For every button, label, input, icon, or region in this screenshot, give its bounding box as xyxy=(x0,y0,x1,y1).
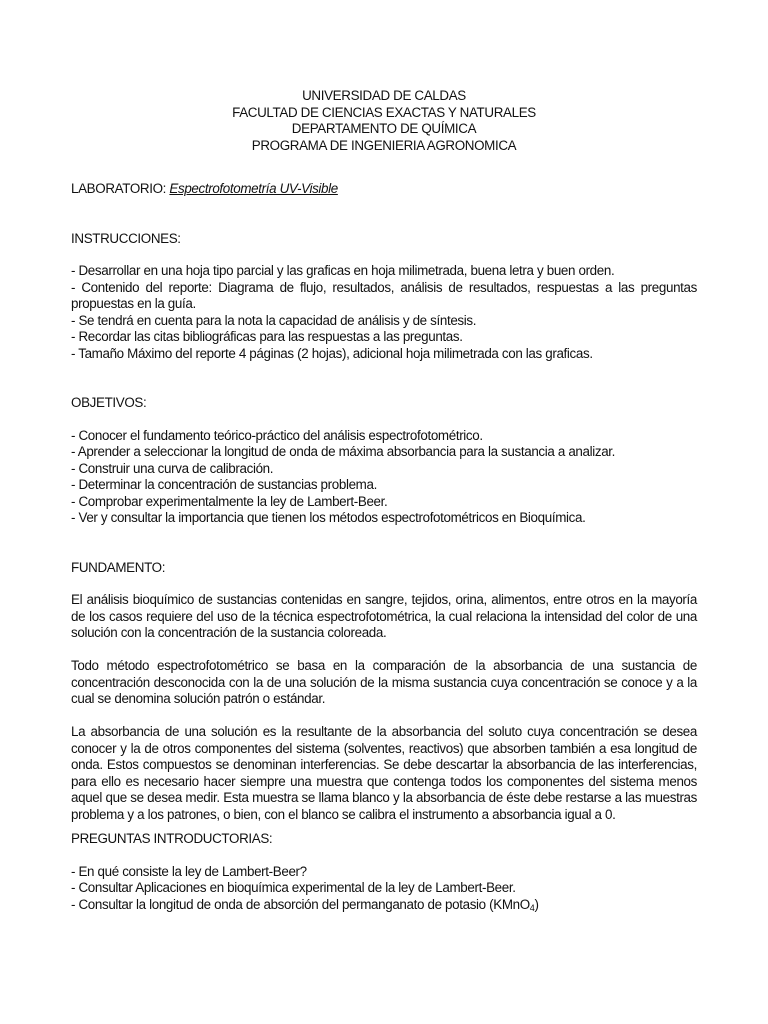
formula-close: ) xyxy=(534,896,539,912)
instructions-heading: INSTRUCCIONES: xyxy=(71,230,181,246)
instructions-list xyxy=(71,263,697,362)
list-item-permanganate xyxy=(71,897,697,914)
question-text: - Consultar la longitud de onda de absorción del permanganato de potasio (KMnO xyxy=(71,896,530,912)
list-item: - Contenido del reporte: Diagrama de flujo, resultados, análisis de resultados, respuestas a las preguntas propuestas en la guía. xyxy=(71,279,697,311)
header-university: UNIVERSIDAD DE CALDAS xyxy=(302,88,466,103)
list-item: - Consultar Aplicaciones en bioquímica experimental de la ley de Lambert-Beer. xyxy=(71,880,516,895)
header-program: PROGRAMA DE INGENIERIA AGRONOMICA xyxy=(251,137,517,153)
lab-label: LABORATORIO: xyxy=(71,181,170,196)
list-item: - Tamaño Máximo del reporte 4 páginas (2 hojas), adicional hoja milimetrada con las graficas. xyxy=(71,345,593,361)
document-page xyxy=(71,88,697,946)
list-item: - Conocer el fundamento teórico-práctico del análisis espectrofotométrico. xyxy=(71,427,483,443)
fundamento-heading: FUNDAMENTO: xyxy=(71,559,166,575)
lab-title: Espectrofotometría UV-Visible xyxy=(169,181,338,196)
header-department: DEPARTAMENTO DE QUÍMICA xyxy=(291,121,477,136)
document-header xyxy=(71,88,697,154)
fundamento-paragraph-3: La absorbancia de una solución es la resultante de la absorbancia del soluto cuya concentración se desea conocer y la de otros componentes del sistema (solventes, reactivos) que absorben también a esa longitud de onda. Estos compuestos se denominan interferencias. Se debe descartar la absorbancia de las interferencias, para ello es necesario hacer siempre una muestra que contenga todos los componentes del sistema menos aquel que se desea medir. Esta muestra se llama blanco y la absorbancia de éste debe restarse a las muestras problema y a los patrones, o bien, con el blanco se calibra el instrumento a absorbancia igual a 0. xyxy=(71,724,697,822)
list-item: - Desarrollar en una hoja tipo parcial y las graficas en hoja milimetrada, buena letra y buen orden. xyxy=(71,263,615,278)
list-item: - Comprobar experimentalmente la ley de Lambert-Beer. xyxy=(71,493,388,509)
questions-list xyxy=(71,864,697,914)
objectives-list xyxy=(71,428,697,527)
objectives-heading: OBJETIVOS: xyxy=(71,395,147,410)
formula-subscript: 4 xyxy=(529,902,535,913)
list-item: - En qué consiste la ley de Lambert-Beer? xyxy=(71,863,307,879)
list-item: - Determinar la concentración de sustancias problema. xyxy=(71,477,377,492)
list-item: - Se tendrá en cuenta para la nota la capacidad de análisis y de síntesis. xyxy=(71,312,477,328)
questions-heading: PREGUNTAS INTRODUCTORIAS: xyxy=(71,831,273,846)
fundamento-paragraph-2: Todo método espectrofotométrico se basa en la comparación de la absorbancia de una sustancia de concentración desconocida con la de una solución de la misma sustancia cuya concentración se conoce y a la cual se denomina solución patrón o estándar. xyxy=(71,658,697,706)
list-item: - Construir una curva de calibración. xyxy=(71,460,274,476)
lab-line xyxy=(71,181,697,198)
fundamento-paragraph-1: El análisis bioquímico de sustancias contenidas en sangre, tejidos, orina, alimentos, entre otros en la mayoría de los casos requiere del uso de la técnica espectrofotométrica, la cual relaciona la intensidad del color de una solución con la concentración de la sustancia coloreada. xyxy=(71,592,697,640)
list-item: - Ver y consultar la importancia que tienen los métodos espectrofotométricos en Bioquímica. xyxy=(71,510,586,525)
list-item: - Recordar las citas bibliográficas para las respuestas a las preguntas. xyxy=(71,329,463,344)
header-faculty: FACULTAD DE CIENCIAS EXACTAS Y NATURALES xyxy=(232,104,536,120)
list-item: - Aprender a seleccionar la longitud de onda de máxima absorbancia para la sustancia a analizar. xyxy=(71,444,616,459)
